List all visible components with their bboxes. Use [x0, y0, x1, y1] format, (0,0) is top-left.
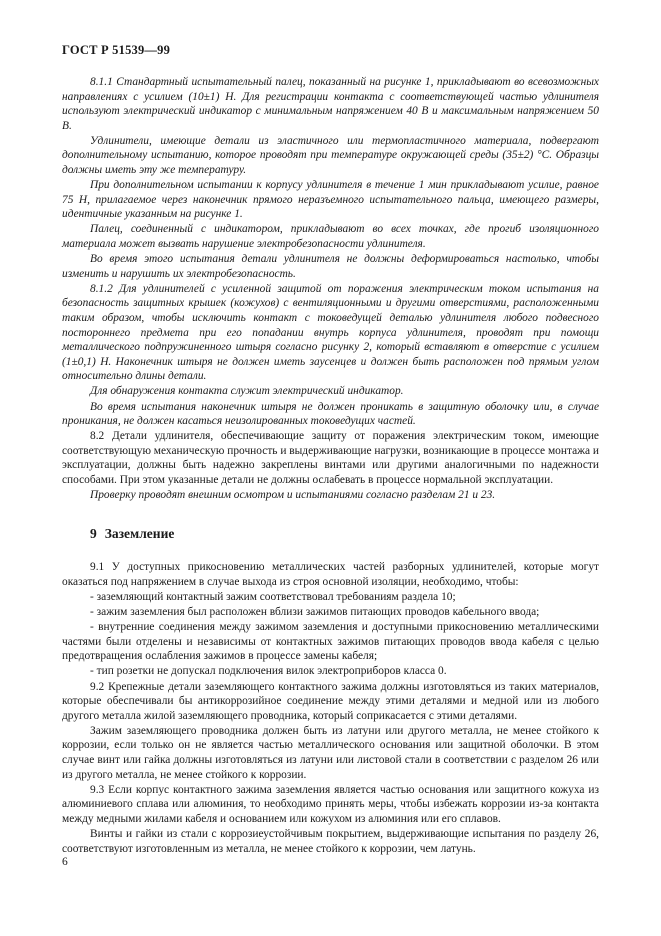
paragraph: Для обнаружения контакта служит электрический индикатор.	[90, 385, 404, 398]
paragraph: 8.2 Детали удлинителя, обеспечивающие защиту от поражения электрическим током, имеющие соответствующую механическую прочность и выдерживающие нагрузки, возникающие в процессе монтажа и эксплуатации, должны быть надежно закреплены винтами или другими аналогичными по надежности способами. При этом указанные детали не должны ослабевать в процессе нормальной эксплуатации.	[62, 430, 599, 487]
section-number: 9	[90, 525, 97, 541]
paragraph: Удлинители, имеющие детали из эластичного или термопластичного материала, подвергают дополнительному испытанию, которое проводят при температуре окружающей среды (35±2) °С. Образцы должны иметь эту же температуру.	[62, 134, 599, 177]
paragraph: 8.1.2 Для удлинителей с усиленной защитой от поражения электрическим током испытания на безопасность защитных крышек (кожухов) с вентиляционными и другими отверстиями, расположенными таким образом, чтобы исключить контакт с токоведущей деталью удлинителя любого подвесного постороннего предмета при его попадании внутрь корпуса удлинителя, проводят при помощи металлического подпружиненного штыря согласно рисунку 2, который вставляют в отверстие с усилием (1±0,1) Н. Наконечник штыря не должен иметь заусенцев и должен быть расположен под прямым углом относительно длины детали.	[62, 282, 599, 383]
paragraph: При дополнительном испытании к корпусу удлинителя в течение 1 мин прикладывают усилие, равное 75 Н, прилагаемое через наконечник прямого неразъемного испытательного пальца, имеющего размеры, идентичные указанным на рисунке 1.	[62, 179, 599, 221]
paragraph: 8.1.1 Стандартный испытательный палец, показанный на рисунке 1, прикладывают во всевозможных направлениях с усилием (10±1) Н. Для регистрации контакта с соответствующей частью удлинителя используют электрический индикатор с минимальным напряжением 40 В и максимальным напряжением 50 В.	[62, 76, 599, 132]
paragraph: - зажим заземления был расположен вблизи зажимов питающих проводов кабельного ввода;	[90, 606, 540, 619]
section-8-continued	[62, 75, 599, 503]
paragraph: Зажим заземляющего проводника должен быть из латуни или другого металла, не менее стойкого к коррозии, если только он не является частью металлического основания или защитной оболочки. В этом случае винт или гайка должны изготовляться из латуни или листовой стали в соответствии с разделом 26 или из другого металла, не менее стойкого к коррозии.	[62, 724, 599, 781]
paragraph: Проверку проводят внешним осмотром и испытаниями согласно разделам 21 и 23.	[90, 489, 496, 502]
paragraph: 9.3 Если корпус контактного зажима заземления является частью основания или защитного кожуха из алюминиевого сплава или алюминия, то необходимо принять меры, чтобы избежать коррозии из-за контакта между медными жилами кабеля и основанием или кожухом из алюминия или его сплавов.	[62, 783, 599, 825]
document-code-header: ГОСТ Р 51539—99	[62, 43, 171, 57]
section-title: Заземление	[104, 525, 175, 541]
paragraph: - заземляющий контактный зажим соответствовал требованиям раздела 10;	[90, 591, 456, 603]
paragraph: 9.2 Крепежные детали заземляющего контактного зажима должны изготовляться из таких материалов, которые обеспечивали бы антикоррозийное соединение между этими деталями и медной или из любого другого металла жилой заземляющего проводника, который соприкасается с этими деталями.	[62, 680, 599, 722]
paragraph: Винты и гайки из стали с коррозиеустойчивым покрытием, выдерживающие испытания по разделу 26, соответствуют изготовленным из металла, не менее стойкого к коррозии, чем латунь.	[62, 828, 599, 855]
paragraph: - тип розетки не допускал подключения вилок электроприборов класса 0.	[90, 665, 447, 678]
section-9-heading	[62, 527, 599, 542]
paragraph: Во время испытания наконечник штыря не должен проникать в защитную оболочку или, в случае проникания, не должен касаться неизолированных токоведущих частей.	[62, 400, 599, 428]
paragraph: 9.1 У доступных прикосновению металлических частей разборных удлинителей, которые могут оказаться под напряжением в случае выхода из строя основной изоляции, необходимо, чтобы:	[62, 561, 599, 588]
paragraph: Палец, соединенный с индикатором, прикладывают во всех точках, где прогиб изоляционного материала может вызвать нарушение электробезопасности удлинителя.	[62, 223, 599, 251]
page-number: 6	[62, 856, 68, 868]
section-9-body	[62, 560, 599, 856]
paragraph: - внутренние соединения между зажимом заземления и доступными прикосновению металлическими частями были отделены и независимы от контактных зажимов питающих проводов ввода кабеля с целью предотвращения ослабления зажимов в процессе замены кабеля;	[62, 621, 599, 663]
paragraph: Во время этого испытания детали удлинителя не должны деформироваться настолько, чтобы изменить и нарушить их электробезопасность.	[62, 253, 599, 280]
page-content	[62, 75, 599, 857]
